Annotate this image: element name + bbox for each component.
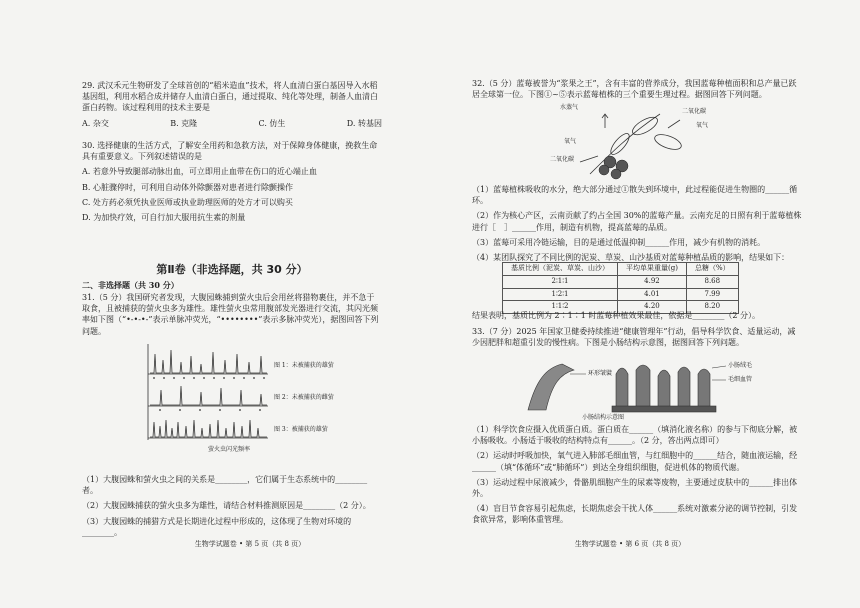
q31-sub-3: （3）大腹园蛛的捕猎方式是长期进化过程中形成的，这体现了生物对环境的________。 xyxy=(82,516,352,537)
label-circular-folds: 环形皱襞 xyxy=(588,370,613,377)
q33-sub-2: （2）运动时呼吸加快，氧气进入肺部毛细血管，与红细胞中的______结合，随血液运输，经______（填“体循环”或“肺循环”）到达全身组织细胞，促进机体的物质代谢。 xyxy=(472,451,798,472)
table-cell: 4.01 xyxy=(618,288,687,301)
table-row xyxy=(503,288,739,301)
q29-option-d: D. 转基因 xyxy=(346,118,382,128)
q30-option-d: D. 为加快疗效，可自行加大服用抗生素的剂量 xyxy=(82,212,246,222)
q30-option-c: C. 处方药必须凭执业医师或执业助理医师的处方才可以购买 xyxy=(82,197,293,207)
table-cell: 8.20 xyxy=(686,301,738,314)
table-cell: 8.68 xyxy=(686,275,738,288)
page-footer-right: 生物学试题卷 • 第 6 页（共 8 页） xyxy=(574,540,686,548)
question-31-stem: 31.（5 分）我国研究者发现，大腹园蛛捕到萤火虫后会用丝将猎物裹住，并不急于取食，且被捕获的萤火虫多为雄性。雄性萤火虫常用腹部发光器进行交流，其闪光频率如下图（“•-•-•-”表示单脉冲荧光，“••••••••”表示多脉冲荧光），据图回答下列问题。 xyxy=(82,293,379,336)
legend-figure-1: 图 1：未被捕获的雄萤 xyxy=(274,362,334,369)
q29-options xyxy=(82,118,382,129)
table-cell: 2∶1∶1 xyxy=(503,275,618,288)
figure-caption: 萤火虫闪光频率 xyxy=(208,446,251,453)
q32-sub-3: （3）蓝莓可采用冷链运输，目的是通过低温抑制______作用，减少有机物的消耗。 xyxy=(472,237,766,247)
question-30 xyxy=(82,140,382,227)
q30-stem: 30. 选择健康的生活方式，了解安全用药和急救方法，对于保障身体健康，挽救生命具有重要意义。下列叙述错误的是 xyxy=(82,141,378,162)
section-subtitle: 二、非选择题（共 30 分） xyxy=(82,280,179,290)
q32-sub-1: （1）蓝莓植株吸收的水分，绝大部分通过①散失到环境中，此过程能促进生物圈的______循环。 xyxy=(472,185,798,206)
label-o2-left: 氧气 xyxy=(564,138,577,145)
q30-option-b: B. 心脏骤停时，可利用自动体外除颤器对患者进行除颤操作 xyxy=(82,182,293,192)
q29-option-b: B. 克隆 xyxy=(170,118,198,128)
flash-frequency-chart xyxy=(140,340,380,455)
q33-sub-4: （4）盲目节食容易引起焦虑，长期焦虑会干扰人体______系统对激素分泌的调节控制，引发食欲异常，影响体重管理。 xyxy=(472,504,798,525)
intestine-figure-caption: 小肠结构示意图 xyxy=(582,414,625,421)
label-co2-bottom: 二氧化碳 xyxy=(550,156,575,163)
legend-figure-3: 图 3：被捕获的雄萤 xyxy=(274,426,328,433)
label-villi: 小肠绒毛 xyxy=(728,362,753,369)
table-row xyxy=(503,275,739,288)
table-header-row xyxy=(503,263,739,276)
section-title: 第Ⅱ卷（非选择题，共 30 分） xyxy=(156,263,308,276)
table-cell: 4.92 xyxy=(618,275,687,288)
right-page xyxy=(430,0,860,608)
q32-sub-4: （4）某团队探究了不同比例的泥炭、草炭、山沙基质对蓝莓种植品质的影响，结果如下： xyxy=(472,252,790,262)
table-cell: 1∶2∶1 xyxy=(503,288,618,301)
substrate-results-table xyxy=(502,262,739,314)
label-o2-right: 氧气 xyxy=(696,122,709,129)
label-co2-top: 二氧化碳 xyxy=(682,108,707,115)
q32-sub-2: （2）作为核心产区，云南贡献了约占全国 30%的蓝莓产量。云南充足的日照有利于蓝莓植株进行［ ］______作用，制造有机物，提高蓝莓的品质。 xyxy=(472,211,802,232)
question-33-subquestions xyxy=(472,424,802,530)
table-cell: 7.99 xyxy=(686,288,738,301)
q33-sub-1: （1）科学饮食应摄入优质蛋白质。蛋白质在______（填消化液名称）的参与下彻底分解，被小肠吸收。小肠适于吸收的结构特点有______。（2 分，答出两点即可） xyxy=(472,425,798,446)
q32-result: 结果表明，基质比例为 2∶1∶1 时蓝莓种植效果最佳，依据是________（2 分）。 xyxy=(472,311,760,320)
table-cell: 4.20 xyxy=(618,301,687,314)
q31-sub-1: （1）大腹园蛛和萤火虫之间的关系是________，它们属于生态系统中的________者。 xyxy=(82,475,368,496)
question-32-stem: 32.（5 分）蓝莓被誉为“浆果之王”，含有丰富的营养成分，我国蓝莓种植面积和总产量已跃居全球第一位。下图①~⑤表示蓝莓植株的三个重要生理过程。据图回答下列问题。 xyxy=(472,79,797,100)
table-header: 基质比例（泥炭、草炭、山沙） xyxy=(503,263,618,276)
blueberry-figure xyxy=(550,104,720,182)
label-capillaries: 毛细血管 xyxy=(728,376,753,383)
q29-option-c: C. 仿生 xyxy=(258,118,286,128)
label-water-vapor: 水蒸气 xyxy=(560,104,579,111)
firefly-flash-figure xyxy=(140,340,380,455)
table-header: 平均单果重量(g) xyxy=(618,263,687,276)
q33-sub-3: （3）运动过程中尿液减少，骨骼肌细胞产生的尿素等废物，主要通过皮肤中的______排出体外。 xyxy=(472,477,798,498)
small-intestine-figure xyxy=(526,360,766,416)
q31-sub-2: （2）大腹园蛛捕获的萤火虫多为雄性，请结合材料推测原因是________（2 分）。 xyxy=(82,501,371,511)
q29-stem: 29. 武汉禾元生物研发了全球首创的“稻米造血”技术，将人血清白蛋白基因导入水稻基因组，利用水稻合成并储存人血清白蛋白，通过提取、纯化等处理，制备人血清白蛋白药物。该过程利用的技术主要是 xyxy=(82,81,378,113)
question-32-subquestions xyxy=(472,184,802,267)
question-31-subquestions xyxy=(82,474,382,542)
page-footer-left: 生物学试题卷 • 第 5 页（共 8 页） xyxy=(194,540,306,548)
question-33-stem: 33.（7 分）2025 年国家卫健委持续推进“健康管理年”行动，倡导科学饮食、适量运动，减少因肥胖和超重引发的慢性病。下图是小肠结构示意图，据图回答下列问题。 xyxy=(472,327,796,348)
question-29 xyxy=(82,80,382,129)
table-header: 总糖（%） xyxy=(686,263,738,276)
q29-option-a: A. 杂交 xyxy=(82,118,109,128)
legend-figure-2: 图 2：未被捕获的雌萤 xyxy=(274,394,334,401)
q30-option-a: A. 若意外导致腿部动脉出血，可立即用止血带在伤口的近心端止血 xyxy=(82,167,317,177)
table-cell: 1∶1∶2 xyxy=(503,301,618,314)
